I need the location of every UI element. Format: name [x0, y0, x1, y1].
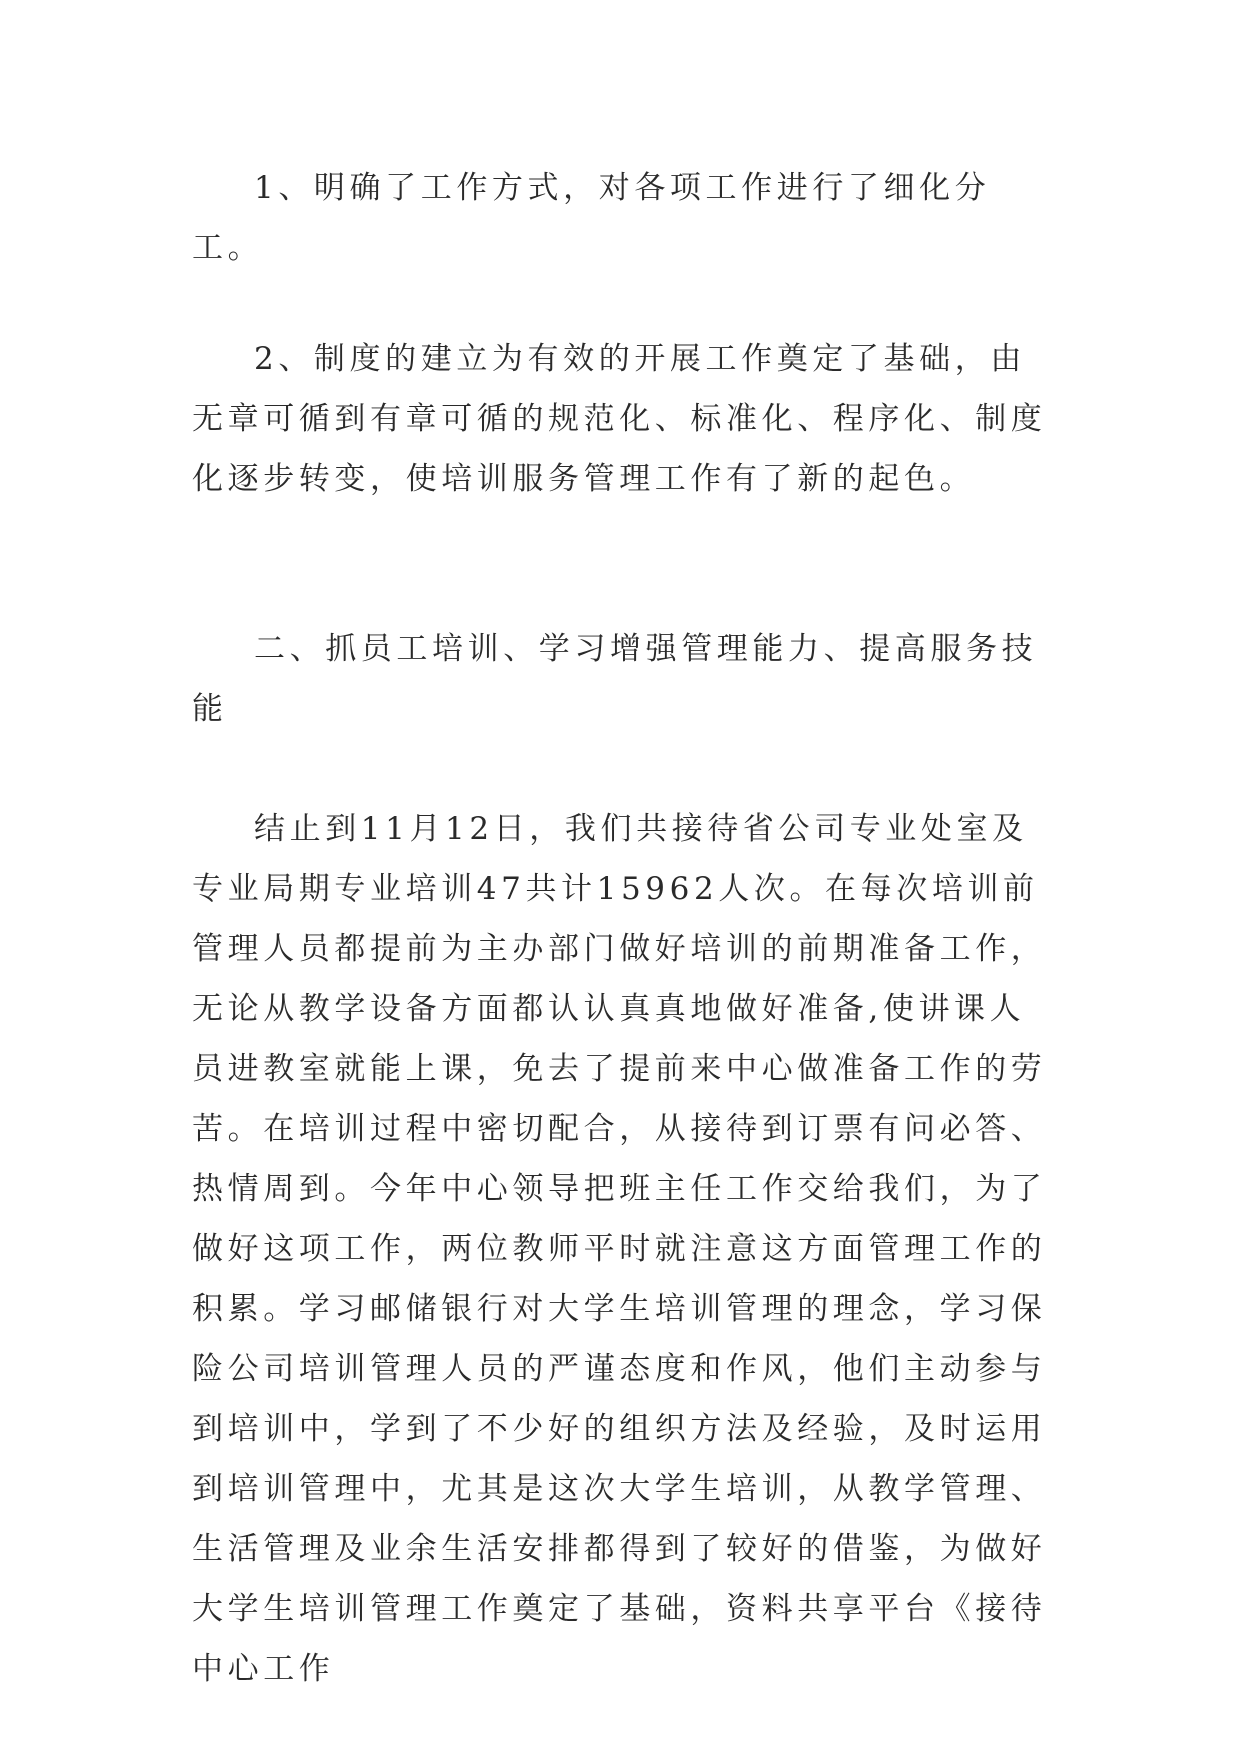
- paragraph-system-establishment: 2、制度的建立为有效的开展工作奠定了基础，由无章可循到有章可循的规范化、标准化、程序化、制度化逐步转变，使培训服务管理工作有了新的起色。: [192, 341, 1047, 497]
- paragraph-work-method: 1、明确了工作方式，对各项工作进行了细化分工。: [192, 170, 991, 266]
- section-heading-staff-training: 二、抓员工培训、学习增强管理能力、提高服务技能: [192, 631, 1038, 727]
- paragraph-training-reception: 结止到11月12日，我们共接待省公司专业处室及专业局期专业培训47共计15962人次。在每次培训前管理人员都提前为主办部门做好培训的前期准备工作，无论从教学设备方面都认认真真地做好准备,使讲课人员进教室就能上课，免去了提前来中心做准备工作的劳苦。在培训过程中密切配合，从接待到订票有问必答、热情周到。今年中心领导把班主任工作交给我们，为了做好这项工作，两位教师平时就注意这方面管理工作的积累。学习邮储银行对大学生培训管理的理念，学习保险公司培训管理人员的严谨态度和作风，他们主动参与到培训中，学到了不少好的组织方法及经验，及时运用到培训管理中，尤其是这次大学生培训，从教学管理、生活管理及业余生活安排都得到了较好的借鉴，为做好大学生培训管理工作奠定了基础，资料共享平台《接待中心工作: [192, 811, 1047, 1687]
